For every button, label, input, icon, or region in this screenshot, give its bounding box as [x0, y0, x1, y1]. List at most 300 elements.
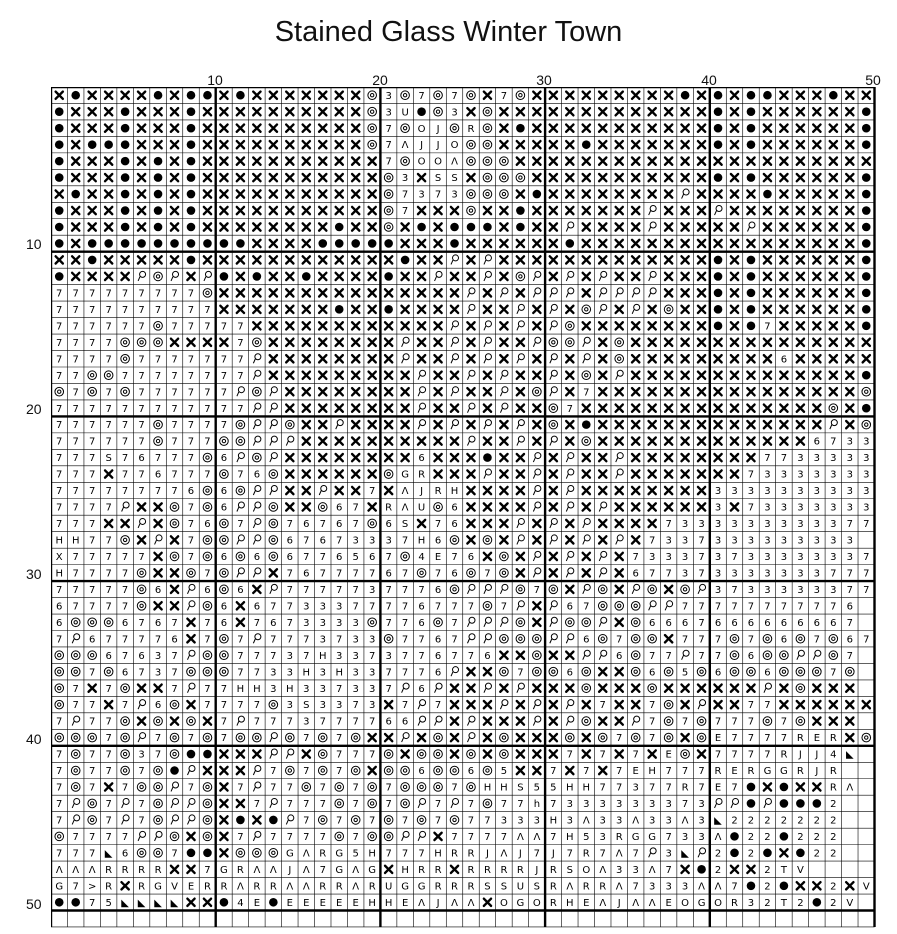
- cross-symbol: [253, 92, 260, 99]
- cross-symbol: [319, 174, 326, 181]
- glyph-symbol: 7: [105, 733, 112, 745]
- glyph-symbol: 3: [797, 486, 804, 498]
- glyph-symbol: 6: [204, 584, 211, 596]
- glyph-symbol: 7: [105, 568, 112, 580]
- glyph-symbol: 7: [121, 288, 129, 300]
- cross-symbol: [105, 108, 112, 115]
- loop-symbol: [616, 535, 624, 545]
- glyph-symbol: R: [829, 733, 837, 745]
- cross-symbol: [764, 372, 771, 379]
- glyph-symbol: 6: [154, 617, 162, 629]
- cross-symbol: [533, 306, 540, 313]
- cross-symbol: [204, 158, 211, 165]
- glyph-symbol: 7: [187, 436, 195, 448]
- glyph-symbol: 7: [846, 519, 853, 531]
- swirl-symbol: [780, 651, 789, 660]
- glyph-symbol: 7: [731, 749, 738, 761]
- glyph-symbol: 3: [681, 535, 689, 547]
- loop-symbol: [566, 222, 574, 232]
- cross-symbol: [171, 602, 178, 609]
- cross-symbol: [484, 503, 491, 510]
- glyph-symbol: Λ: [516, 831, 524, 843]
- glyph-symbol: 3: [780, 584, 788, 596]
- glyph-symbol: E: [187, 881, 195, 893]
- glyph-symbol: 7: [237, 321, 244, 333]
- cross-symbol: [336, 158, 343, 165]
- loop-symbol: [187, 798, 195, 808]
- glyph-symbol: 7: [368, 601, 376, 613]
- glyph-symbol: R: [467, 848, 475, 860]
- cross-symbol: [270, 256, 277, 263]
- glyph-symbol: 7: [171, 420, 178, 432]
- swirl-symbol: [681, 585, 690, 594]
- filled-dot-symbol: [187, 173, 196, 182]
- glyph-symbol: 7: [286, 568, 294, 580]
- loop-symbol: [253, 486, 261, 496]
- glyph-symbol: G: [335, 848, 344, 860]
- swirl-symbol: [483, 157, 492, 166]
- cross-symbol: [583, 273, 590, 280]
- glyph-symbol: 3: [286, 700, 294, 712]
- glyph-symbol: 7: [56, 403, 63, 415]
- swirl-symbol: [187, 569, 196, 578]
- glyph-symbol: 3: [747, 568, 755, 580]
- cross-symbol: [813, 289, 820, 296]
- glyph-symbol: 7: [368, 650, 376, 662]
- cross-symbol: [270, 158, 277, 165]
- swirl-symbol: [71, 733, 80, 742]
- glyph-symbol: O: [417, 156, 426, 168]
- loop-symbol: [286, 436, 294, 446]
- cross-symbol: [665, 322, 672, 329]
- glyph-symbol: H: [434, 848, 442, 860]
- glyph-symbol: 3: [319, 617, 326, 629]
- cross-symbol: [336, 322, 343, 329]
- glyph-symbol: 7: [138, 304, 145, 316]
- loop-symbol: [402, 337, 410, 347]
- glyph-symbol: 7: [797, 601, 804, 613]
- cross-symbol: [500, 108, 507, 115]
- glyph-symbol: 7: [72, 387, 79, 399]
- glyph-symbol: 2: [813, 848, 821, 860]
- cross-symbol: [698, 421, 705, 428]
- glyph-symbol: 7: [566, 749, 573, 761]
- cross-symbol: [253, 240, 260, 247]
- cross-symbol: [830, 174, 837, 181]
- cross-symbol: [270, 339, 277, 346]
- cross-symbol: [566, 388, 573, 395]
- cross-symbol: [500, 355, 507, 362]
- glyph-symbol: 3: [747, 486, 755, 498]
- glyph-symbol: 7: [56, 486, 63, 498]
- glyph-symbol: 7: [319, 716, 326, 728]
- cross-symbol: [138, 92, 145, 99]
- glyph-symbol: 7: [88, 304, 96, 316]
- cross-symbol: [220, 849, 227, 856]
- cross-symbol: [550, 223, 557, 230]
- glyph-symbol: Λ: [632, 815, 640, 827]
- loop-symbol: [583, 584, 591, 594]
- cross-symbol: [846, 882, 853, 889]
- cross-symbol: [731, 223, 738, 230]
- cross-symbol: [220, 816, 227, 823]
- glyph-symbol: J: [485, 848, 489, 860]
- glyph-symbol: 7: [204, 469, 211, 481]
- cross-symbol: [632, 503, 639, 510]
- swirl-symbol: [566, 338, 575, 347]
- swirl-symbol: [170, 503, 179, 512]
- glyph-symbol: 7: [467, 831, 475, 843]
- glyph-symbol: 3: [863, 469, 870, 481]
- glyph-symbol: 6: [121, 848, 129, 860]
- cross-symbol: [566, 652, 573, 659]
- filled-dot-symbol: [516, 206, 525, 215]
- cross-symbol: [665, 405, 672, 412]
- cross-symbol: [681, 141, 688, 148]
- cross-symbol: [649, 158, 656, 165]
- cross-symbol: [731, 421, 738, 428]
- cross-symbol: [352, 207, 359, 214]
- cross-symbol: [616, 685, 623, 692]
- cross-symbol: [533, 355, 540, 362]
- swirl-symbol: [318, 816, 327, 825]
- cross-symbol: [863, 355, 870, 362]
- cross-symbol: [105, 158, 112, 165]
- cross-symbol: [550, 750, 557, 757]
- cross-symbol: [220, 833, 227, 840]
- glyph-symbol: 7: [121, 634, 129, 646]
- cross-symbol: [517, 388, 524, 395]
- cross-symbol: [385, 372, 392, 379]
- loop-symbol: [418, 387, 426, 397]
- cross-symbol: [813, 273, 820, 280]
- swirl-symbol: [467, 783, 476, 792]
- swirl-symbol: [500, 190, 509, 199]
- glyph-symbol: 7: [187, 535, 195, 547]
- cross-symbol: [599, 685, 606, 692]
- swirl-symbol: [154, 717, 163, 726]
- cross-symbol: [698, 750, 705, 757]
- cross-symbol: [566, 536, 573, 543]
- swirl-symbol: [384, 816, 393, 825]
- cross-symbol: [484, 668, 491, 675]
- glyph-symbol: 7: [303, 551, 310, 563]
- glyph-symbol: 7: [467, 601, 475, 613]
- filled-dot-symbol: [747, 256, 756, 265]
- swirl-symbol: [384, 470, 393, 479]
- glyph-symbol: 7: [731, 782, 738, 794]
- swirl-symbol: [286, 420, 295, 429]
- cross-symbol: [780, 158, 787, 165]
- cross-symbol: [566, 108, 573, 115]
- glyph-symbol: 4: [237, 897, 244, 909]
- cross-symbol: [764, 158, 771, 165]
- glyph-symbol: 7: [352, 700, 359, 712]
- glyph-symbol: E: [434, 551, 442, 563]
- cross-symbol: [402, 240, 409, 247]
- cross-symbol: [237, 800, 244, 807]
- glyph-symbol: 7: [665, 864, 672, 876]
- glyph-symbol: 7: [204, 304, 211, 316]
- glyph-symbol: >: [87, 881, 97, 893]
- swirl-symbol: [335, 799, 344, 808]
- cross-symbol: [747, 207, 754, 214]
- cross-symbol: [583, 207, 590, 214]
- cross-symbol: [517, 256, 524, 263]
- glyph-symbol: 3: [698, 519, 705, 531]
- glyph-symbol: 3: [385, 535, 392, 547]
- glyph-symbol: 7: [187, 354, 195, 366]
- swirl-symbol: [401, 783, 410, 792]
- loop-symbol: [122, 502, 129, 512]
- cross-symbol: [830, 306, 837, 313]
- cross-symbol: [303, 223, 310, 230]
- glyph-symbol: 7: [72, 403, 79, 415]
- cross-symbol: [253, 306, 260, 313]
- cross-symbol: [649, 520, 656, 527]
- cross-symbol: [319, 256, 326, 263]
- cross-symbol: [204, 717, 211, 724]
- cross-symbol: [500, 240, 507, 247]
- swirl-symbol: [401, 157, 410, 166]
- cross-symbol: [632, 240, 639, 247]
- cross-symbol: [336, 256, 343, 263]
- glyph-symbol: 3: [846, 502, 853, 514]
- filled-dot-symbol: [104, 140, 113, 149]
- swirl-symbol: [203, 552, 212, 561]
- glyph-symbol: Λ: [401, 486, 409, 498]
- swirl-symbol: [55, 684, 64, 693]
- glyph-symbol: 7: [138, 420, 145, 432]
- cross-symbol: [89, 685, 96, 692]
- cross-symbol: [500, 652, 507, 659]
- glyph-symbol: 7: [56, 799, 63, 811]
- cross-symbol: [714, 454, 721, 461]
- glyph-symbol: 7: [583, 387, 590, 399]
- glyph-symbol: R: [549, 897, 557, 909]
- glyph-symbol: O: [582, 864, 591, 876]
- cross-symbol: [105, 92, 112, 99]
- loop-symbol: [253, 535, 261, 545]
- cross-symbol: [566, 158, 573, 165]
- glyph-symbol: 3: [863, 453, 870, 465]
- cross-symbol: [451, 734, 458, 741]
- cross-symbol: [731, 322, 738, 329]
- loop-symbol: [336, 420, 344, 430]
- loop-symbol: [550, 304, 558, 314]
- cross-symbol: [402, 750, 409, 757]
- glyph-symbol: 7: [616, 634, 623, 646]
- glyph-symbol: J: [798, 749, 802, 761]
- glyph-symbol: 7: [88, 749, 96, 761]
- cross-symbol: [665, 372, 672, 379]
- swirl-symbol: [434, 783, 443, 792]
- cross-symbol: [566, 685, 573, 692]
- cross-symbol: [204, 174, 211, 181]
- glyph-symbol: R: [236, 864, 244, 876]
- cross-symbol: [303, 322, 310, 329]
- swirl-symbol: [203, 536, 212, 545]
- cross-symbol: [122, 520, 129, 527]
- swirl-symbol: [203, 799, 212, 808]
- cross-symbol: [187, 635, 194, 642]
- glyph-symbol: H: [384, 897, 393, 909]
- glyph-symbol: 2: [747, 815, 755, 827]
- cross-symbol: [336, 372, 343, 379]
- cross-symbol: [369, 256, 376, 263]
- cross-symbol: [270, 141, 277, 148]
- swirl-symbol: [450, 536, 459, 545]
- cross-symbol: [402, 405, 409, 412]
- loop-symbol: [253, 634, 261, 644]
- cross-symbol: [253, 174, 260, 181]
- cross-symbol: [336, 108, 343, 115]
- glyph-symbol: 7: [484, 831, 491, 843]
- glyph-symbol: 7: [187, 782, 195, 794]
- cross-symbol: [237, 190, 244, 197]
- glyph-symbol: 7: [88, 469, 96, 481]
- cross-symbol: [632, 701, 639, 708]
- cross-symbol: [714, 438, 721, 445]
- glyph-symbol: 3: [813, 568, 821, 580]
- cross-symbol: [583, 125, 590, 132]
- glyph-symbol: 7: [56, 337, 63, 349]
- cross-symbol: [583, 174, 590, 181]
- swirl-symbol: [154, 420, 163, 429]
- swirl-symbol: [631, 618, 640, 627]
- cross-symbol: [138, 717, 145, 724]
- loop-symbol: [747, 222, 755, 232]
- glyph-symbol: R: [714, 766, 722, 778]
- swirl-symbol: [598, 585, 607, 594]
- glyph-symbol: 7: [171, 387, 178, 399]
- loop-symbol: [204, 271, 212, 281]
- cross-symbol: [138, 503, 145, 510]
- cross-symbol: [286, 289, 293, 296]
- cross-symbol: [336, 125, 343, 132]
- filled-dot-symbol: [220, 272, 229, 281]
- glyph-symbol: Λ: [236, 881, 244, 893]
- glyph-symbol: 7: [72, 519, 79, 531]
- cross-symbol: [731, 190, 738, 197]
- glyph-symbol: 7: [237, 469, 244, 481]
- loop-symbol: [237, 387, 245, 397]
- cross-symbol: [270, 174, 277, 181]
- loop-symbol: [764, 683, 772, 693]
- loop-symbol: [484, 420, 492, 430]
- loop-symbol: [599, 650, 607, 660]
- cross-symbol: [846, 421, 853, 428]
- glyph-symbol: 7: [434, 601, 442, 613]
- glyph-symbol: 6: [385, 519, 392, 531]
- glyph-symbol: 2: [813, 831, 821, 843]
- cross-symbol: [698, 174, 705, 181]
- cross-symbol: [681, 240, 688, 247]
- filled-dot-symbol: [483, 223, 492, 232]
- glyph-symbol: 3: [780, 519, 788, 531]
- glyph-symbol: 6: [434, 634, 442, 646]
- cross-symbol: [385, 322, 392, 329]
- glyph-symbol: 3: [616, 799, 623, 811]
- glyph-symbol: G: [335, 864, 344, 876]
- glyph-symbol: 7: [665, 766, 672, 778]
- cross-symbol: [780, 256, 787, 263]
- glyph-symbol: 7: [204, 634, 211, 646]
- glyph-symbol: 6: [253, 551, 261, 563]
- glyph-symbol: 2: [830, 831, 837, 843]
- glyph-symbol: 3: [665, 535, 672, 547]
- swirl-symbol: [417, 816, 426, 825]
- glyph-symbol: 3: [830, 486, 837, 498]
- glyph-symbol: R: [319, 881, 327, 893]
- glyph-symbol: 7: [681, 634, 689, 646]
- loop-symbol: [451, 667, 459, 677]
- glyph-symbol: U: [417, 502, 426, 514]
- swirl-symbol: [154, 322, 163, 331]
- cross-symbol: [237, 602, 244, 609]
- cross-symbol: [220, 141, 227, 148]
- glyph-symbol: 3: [138, 749, 145, 761]
- glyph-symbol: 7: [418, 848, 425, 860]
- glyph-symbol: R: [747, 766, 755, 778]
- glyph-symbol: 7: [138, 321, 145, 333]
- glyph-symbol: 7: [336, 683, 343, 695]
- cross-symbol: [731, 273, 738, 280]
- glyph-symbol: 7: [418, 634, 425, 646]
- glyph-symbol: 7: [204, 683, 211, 695]
- cross-symbol: [352, 355, 359, 362]
- glyph-symbol: R: [829, 782, 837, 794]
- cross-symbol: [253, 158, 260, 165]
- glyph-symbol: 6: [204, 519, 211, 531]
- filled-dot-symbol: [862, 107, 871, 116]
- glyph-symbol: 7: [401, 815, 409, 827]
- glyph-symbol: 7: [105, 403, 112, 415]
- glyph-symbol: 7: [863, 551, 870, 563]
- swirl-symbol: [566, 733, 575, 742]
- cross-symbol: [681, 454, 688, 461]
- cross-symbol: [632, 256, 639, 263]
- cross-symbol: [336, 454, 343, 461]
- cross-symbol: [747, 388, 754, 395]
- glyph-symbol: 7: [566, 848, 573, 860]
- cross-symbol: [385, 421, 392, 428]
- glyph-symbol: R: [500, 864, 508, 876]
- cross-symbol: [253, 816, 260, 823]
- loop-symbol: [171, 271, 179, 281]
- swirl-symbol: [483, 107, 492, 116]
- cross-symbol: [418, 207, 425, 214]
- swirl-symbol: [220, 667, 229, 676]
- glyph-symbol: 7: [780, 453, 788, 465]
- cross-symbol: [467, 355, 474, 362]
- cross-symbol: [632, 207, 639, 214]
- cross-symbol: [780, 701, 787, 708]
- glyph-symbol: 7: [56, 749, 63, 761]
- swirl-symbol: [664, 717, 673, 726]
- cross-symbol: [764, 289, 771, 296]
- loop-symbol: [698, 700, 706, 710]
- cross-symbol: [813, 240, 820, 247]
- cross-symbol: [566, 141, 573, 148]
- loop-symbol: [813, 650, 821, 660]
- cross-symbol: [204, 190, 211, 197]
- cross-symbol: [747, 866, 754, 873]
- glyph-symbol: 3: [797, 584, 804, 596]
- glyph-symbol: 3: [813, 535, 821, 547]
- cross-symbol: [418, 438, 425, 445]
- filled-dot-symbol: [203, 239, 212, 248]
